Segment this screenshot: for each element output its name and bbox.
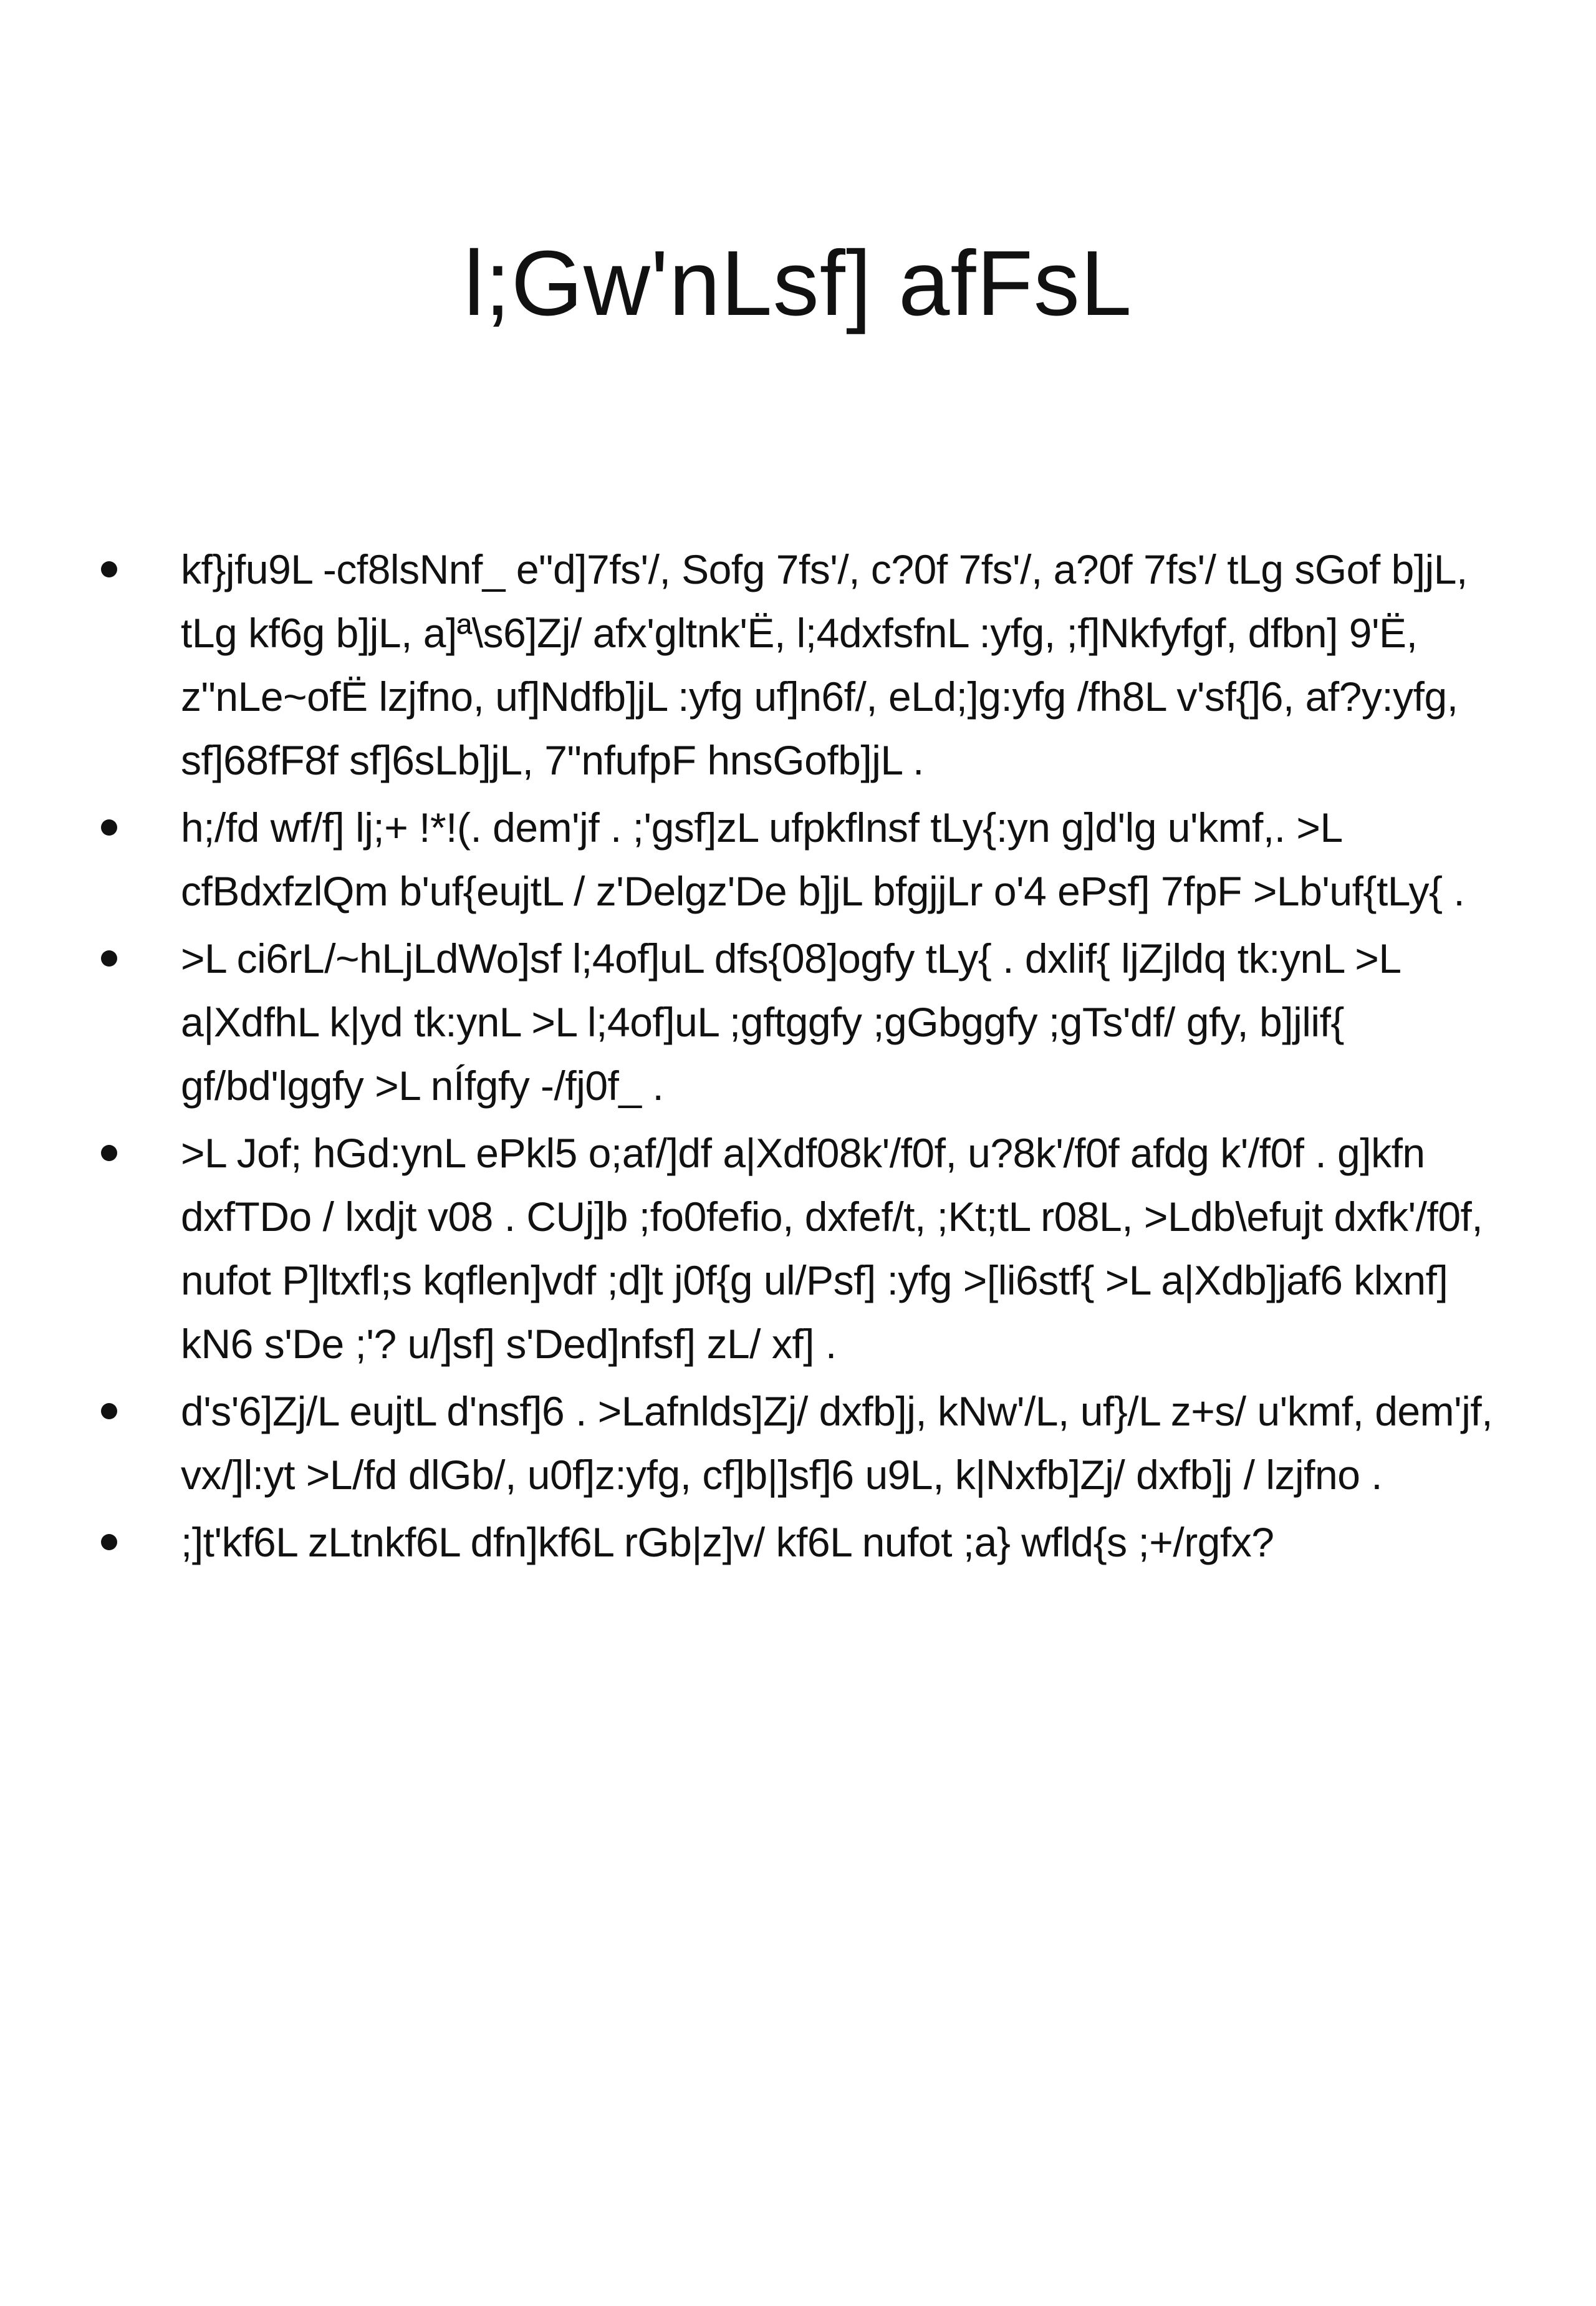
bullet-dot-icon (101, 950, 117, 967)
bullet-text: kf}jfu9L -cf8lsNnf_ e"d]7fs'/, Sofg 7fs'/, c?0f 7fs'/, a?0f 7fs'/ tLg sGof b]jL, tLg kf6g b]jL, a]ª\s6]Zj/ afx'gltnk'Ë, l;4dxfsfnL :yfg, ;f]Nkfyfgf, dfbn] 9'Ë, z"nLe~ofË lzjfno, uf]Ndfb]jL :yfg uf]n6f/, eLd;]g:yfg /fh8L v'sf{]6, af?y:yfg, sf]68fF8f sf]6sLb]jL, 7"nfufpF hnsGofb]jL . (181, 546, 1468, 783)
bullet-text: >L Jof; hGd:ynL ePkl5 o;af/]df a|Xdf08k'/f0f, u?8k'/f0f afdg k'/f0f . g]kfn dxfTDo / lxdjt v08 . CUj]b ;fo0fefio, dxfef/t, ;Kt;tL r08L, >Ldb\efujt dxfk'/f0f, nufot P]ltxfl;s kqflen]vdf ;d]t j0f{g ul/Psf] :yfg >[li6stf{ >L a|Xdb]jaf6 klxnf] kN6 s'De ;'? u/]sf] s'Ded]nfsf] zL/ xf] . (181, 1130, 1483, 1367)
bullet-item (94, 1121, 1502, 1376)
bullet-item (94, 796, 1502, 923)
bullet-dot-icon (101, 1145, 117, 1161)
bullet-dot-icon (101, 561, 117, 577)
bullet-text: d's'6]Zj/L eujtL d'nsf]6 . >Lafnlds]Zj/ dxfb]j, kNw'/L, uf}/L z+s/ u'kmf, dem'jf, vx/]l:yt >L/fd dlGb/, u0f]z:yfg, cf]b|]sf]6 u9L, k|Nxfb]Zj/ dxfb]j / lzjfno . (181, 1388, 1493, 1498)
bullet-item (94, 1510, 1502, 1574)
bullet-item (94, 538, 1502, 792)
bullet-dot-icon (101, 1403, 117, 1419)
bullet-dot-icon (101, 1534, 117, 1550)
bullet-text: >L ci6rL/~hLjLdWo]sf l;4of]uL dfs{08]ogfy tLy{ . dxlif{ ljZjldq tk:ynL >L a|XdfhL k|yd tk:ynL >L l;4of]uL ;gftggfy ;gGbggfy ;gTs'df/ gfy, b]jlif{ gf/bd'lggfy >L nÍfgfy -/fj0f_ . (181, 935, 1400, 1109)
bullet-text: h;/fd wf/f] lj;+ !*!(. dem'jf . ;'gsf]zL ufpkflnsf tLy{:yn g]d'lg u'kmf,. >L cfBdxfzlQm b'uf{eujtL / z'Delgz'De b]jL bfgjjLr o'4 ePsf] 7fpF >Lb'uf{tLy{ . (181, 804, 1465, 914)
bullet-item (94, 1379, 1502, 1507)
slide-title: l;Gw'nLsf] afFsL (463, 232, 1133, 335)
bullet-item (94, 927, 1502, 1117)
bullet-list (94, 538, 1502, 1578)
bullet-dot-icon (101, 819, 117, 836)
bullet-text: ;]t'kf6L zLtnkf6L dfn]kf6L rGb|z]v/ kf6L nufot ;a} wfld{s ;+/rgfx? (181, 1519, 1274, 1565)
